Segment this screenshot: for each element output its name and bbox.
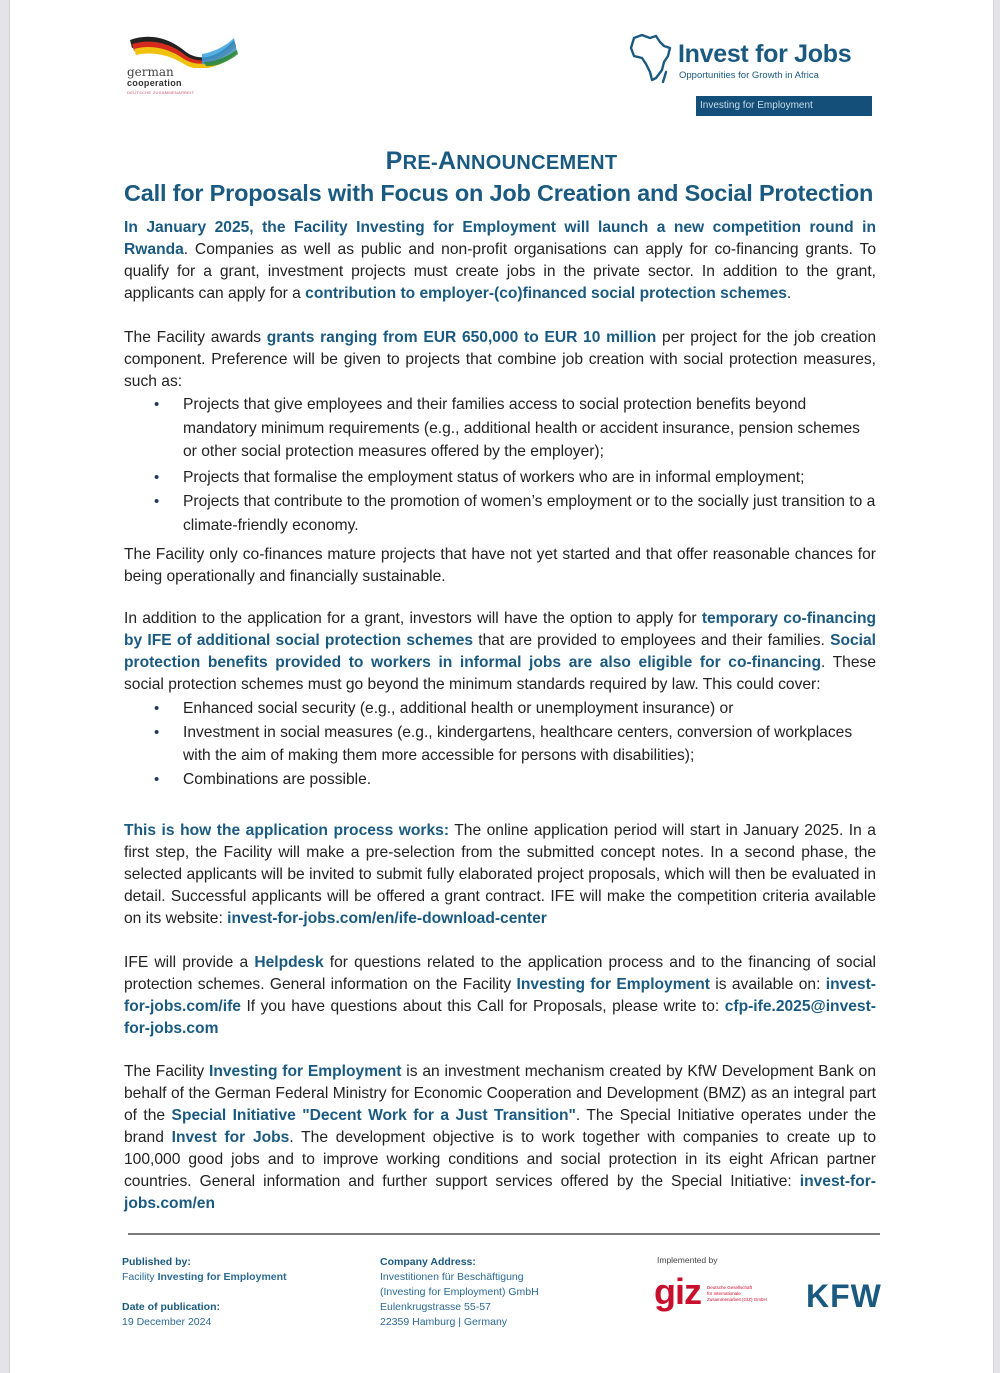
address-line: 22359 Hamburg | Germany bbox=[380, 1316, 508, 1328]
address-line: (Investing for Employment) GmbH bbox=[380, 1286, 539, 1298]
kfw-logo: KFW bbox=[806, 1278, 882, 1314]
investing-for-employment-badge: Investing for Employment bbox=[696, 96, 872, 116]
giz-logo: giz bbox=[654, 1271, 701, 1312]
ife-highlight: Investing for Employment bbox=[516, 976, 710, 993]
mature-projects-note: The Facility only co-finances mature projects that have not yet started and that offer reasonable chances for being operationally and financially sustainable. bbox=[124, 546, 876, 585]
date-label: Date of publication: bbox=[122, 1301, 220, 1313]
text: that are provided to employees and their families. bbox=[473, 632, 831, 649]
implemented-by-label: Implemented by bbox=[657, 1255, 718, 1265]
social-protection-link: contribution to employer-(co)financed social protection schemes bbox=[305, 285, 787, 302]
publisher-name bbox=[122, 1270, 287, 1285]
footer-divider bbox=[128, 1233, 880, 1235]
german-cooperation-logo bbox=[122, 32, 242, 102]
text: für Internationale bbox=[707, 1291, 741, 1296]
download-center-link[interactable]: invest-for-jobs.com/en/ife-download-center bbox=[227, 910, 547, 927]
published-by-label: Published by: bbox=[122, 1256, 191, 1268]
helpdesk-highlight: Helpdesk bbox=[254, 954, 324, 971]
text: . The development objective is to work together with companies to create up to 100,000 good jobs and to improve working conditions and social protection in its eight African partner countries. General information and further support services offered by the Special Initiative: bbox=[124, 1129, 876, 1190]
grants-paragraph bbox=[124, 327, 876, 588]
address-label: Company Address: bbox=[380, 1256, 476, 1268]
text: The Facility awards bbox=[124, 329, 267, 346]
text: Facility bbox=[122, 1271, 158, 1283]
giz-logo-subtitle bbox=[707, 1285, 767, 1303]
publication-date: 19 December 2024 bbox=[122, 1316, 212, 1328]
text: is available on: bbox=[709, 976, 826, 993]
text: Zusammenarbeit (GIZ) GmbH bbox=[707, 1297, 767, 1302]
logo-text-cooperation: cooperation bbox=[127, 78, 182, 88]
company-address bbox=[380, 1255, 539, 1330]
list-item: • Enhanced social security (e.g., additional health or unemployment insurance) or bbox=[124, 697, 876, 721]
text: is an investment mechanism created by KfW Development Bank on behalf of the German Federal Ministry for Economic Cooperation and Development (BMZ) as an integral part of the bbox=[124, 1063, 876, 1124]
document-title bbox=[10, 147, 993, 176]
invest-for-jobs-link[interactable]: invest-for-jobs.com/en bbox=[124, 1173, 876, 1212]
text: for questions related to the application process and to the financing of social protection schemes. General information on the Facility bbox=[124, 954, 876, 993]
title-part: P bbox=[385, 147, 403, 175]
logo-text-german: german bbox=[127, 65, 174, 79]
text: The online application period will start in January 2025. In a first step, the Facility will make a pre-selection from the submitted concept notes. In a second phase, the selected applicants will be invited to submit fully elaborated project proposals, which will then be evaluated in detail. Successful applicants will be offered a grant contract. IFE will make the competition criteria available on its website: bbox=[124, 822, 876, 927]
list-item: • Investment in social measures (e.g., kindergartens, healthcare centers, conversion of workplaces with the aim of making them more accessible for persons with disabilities); bbox=[124, 721, 876, 768]
address-line: Eulenkrugstrasse 55-57 bbox=[380, 1301, 491, 1313]
title-part: A bbox=[437, 147, 457, 175]
address-line: Investitionen für Beschäftigung bbox=[380, 1271, 524, 1283]
text: IFE will provide a bbox=[124, 954, 255, 971]
application-process-lead: This is how the application process works: bbox=[124, 822, 450, 839]
helpdesk-paragraph bbox=[124, 952, 876, 1040]
text: . Companies as well as public and non-profit organisations can apply for co-financing grants. To qualify for a grant, investment projects must create jobs in the private sector. In addition to the grant, applicants can apply for a bbox=[124, 241, 876, 302]
special-initiative-highlight: Special Initiative "Decent Work for a Just Transition" bbox=[171, 1107, 576, 1124]
text: per project for the job creation component. Preference will be given to projects that combine job creation with social protection measures, such as: bbox=[124, 329, 877, 390]
social-protection-paragraph bbox=[124, 608, 876, 791]
text: Deutsche Gesellschaft bbox=[707, 1285, 753, 1290]
coverage-list bbox=[124, 697, 876, 791]
logo-title: Invest for Jobs bbox=[678, 40, 852, 68]
list-item: • Projects that formalise the employment status of workers who are in informal employment; bbox=[124, 466, 876, 490]
logo-text-deutsche: DEUTSCHE ZUSAMMENARBEIT bbox=[127, 90, 195, 95]
about-facility-paragraph bbox=[124, 1061, 876, 1215]
intro-lead: In January 2025, the Facility Investing for Employment will launch a new competition round in Rwanda bbox=[124, 219, 876, 258]
logo-tagline: Opportunities for Growth in Africa bbox=[679, 70, 819, 81]
brand-highlight: Invest for Jobs bbox=[171, 1129, 290, 1146]
contact-email-link[interactable]: cfp-ife.2025@invest-for-jobs.com bbox=[124, 998, 876, 1037]
informal-jobs-highlight: Social protection benefits provided to workers in informal jobs are also eligible for co-financing bbox=[124, 632, 876, 671]
title-part: NNOUNCEMENT bbox=[456, 152, 618, 174]
africa-map-icon bbox=[628, 32, 674, 88]
text: . The Special Initiative operates under the brand bbox=[124, 1107, 876, 1146]
document-subtitle: Call for Proposals with Focus on Job Creation and Social Protection bbox=[124, 180, 874, 206]
text: The Facility bbox=[124, 1063, 210, 1080]
preference-list bbox=[124, 393, 876, 537]
application-process-paragraph bbox=[124, 820, 876, 930]
grant-range-highlight: grants ranging from EUR 650,000 to EUR 10 million bbox=[266, 329, 657, 346]
text: . These social protection schemes must go beyond the minimum standards required by law. This could cover: bbox=[124, 654, 876, 693]
ife-website-link[interactable]: invest-for-jobs.com/ife bbox=[124, 976, 876, 1015]
text: In addition to the application for a grant, investors will have the option to apply for bbox=[124, 610, 702, 627]
text: . bbox=[786, 285, 792, 302]
intro-paragraph bbox=[124, 217, 876, 305]
invest-for-jobs-logo bbox=[628, 30, 888, 120]
text: If you have questions about this Call for Proposals, please write to: bbox=[240, 998, 725, 1015]
ife-highlight: Investing for Employment bbox=[209, 1063, 402, 1080]
list-item: • Combinations are possible. bbox=[124, 768, 876, 792]
title-part: RE- bbox=[402, 152, 438, 174]
flag-swoosh-icon bbox=[122, 32, 242, 68]
text: Investing for Employment bbox=[157, 1271, 287, 1283]
list-item: • Projects that give employees and their families access to social protection benefits beyond mandatory minimum requirements (e.g., additional health or accident insurance, pension schemes or other social protection measures offered by the employer); bbox=[124, 393, 876, 464]
publisher-info bbox=[122, 1255, 287, 1330]
document-page bbox=[9, 0, 994, 1373]
list-item: • Projects that contribute to the promotion of women’s employment or to the socially just transition to a climate-friendly economy. bbox=[124, 490, 876, 537]
temporary-cofinancing-highlight: temporary co-financing by IFE of additional social protection schemes bbox=[124, 610, 876, 649]
